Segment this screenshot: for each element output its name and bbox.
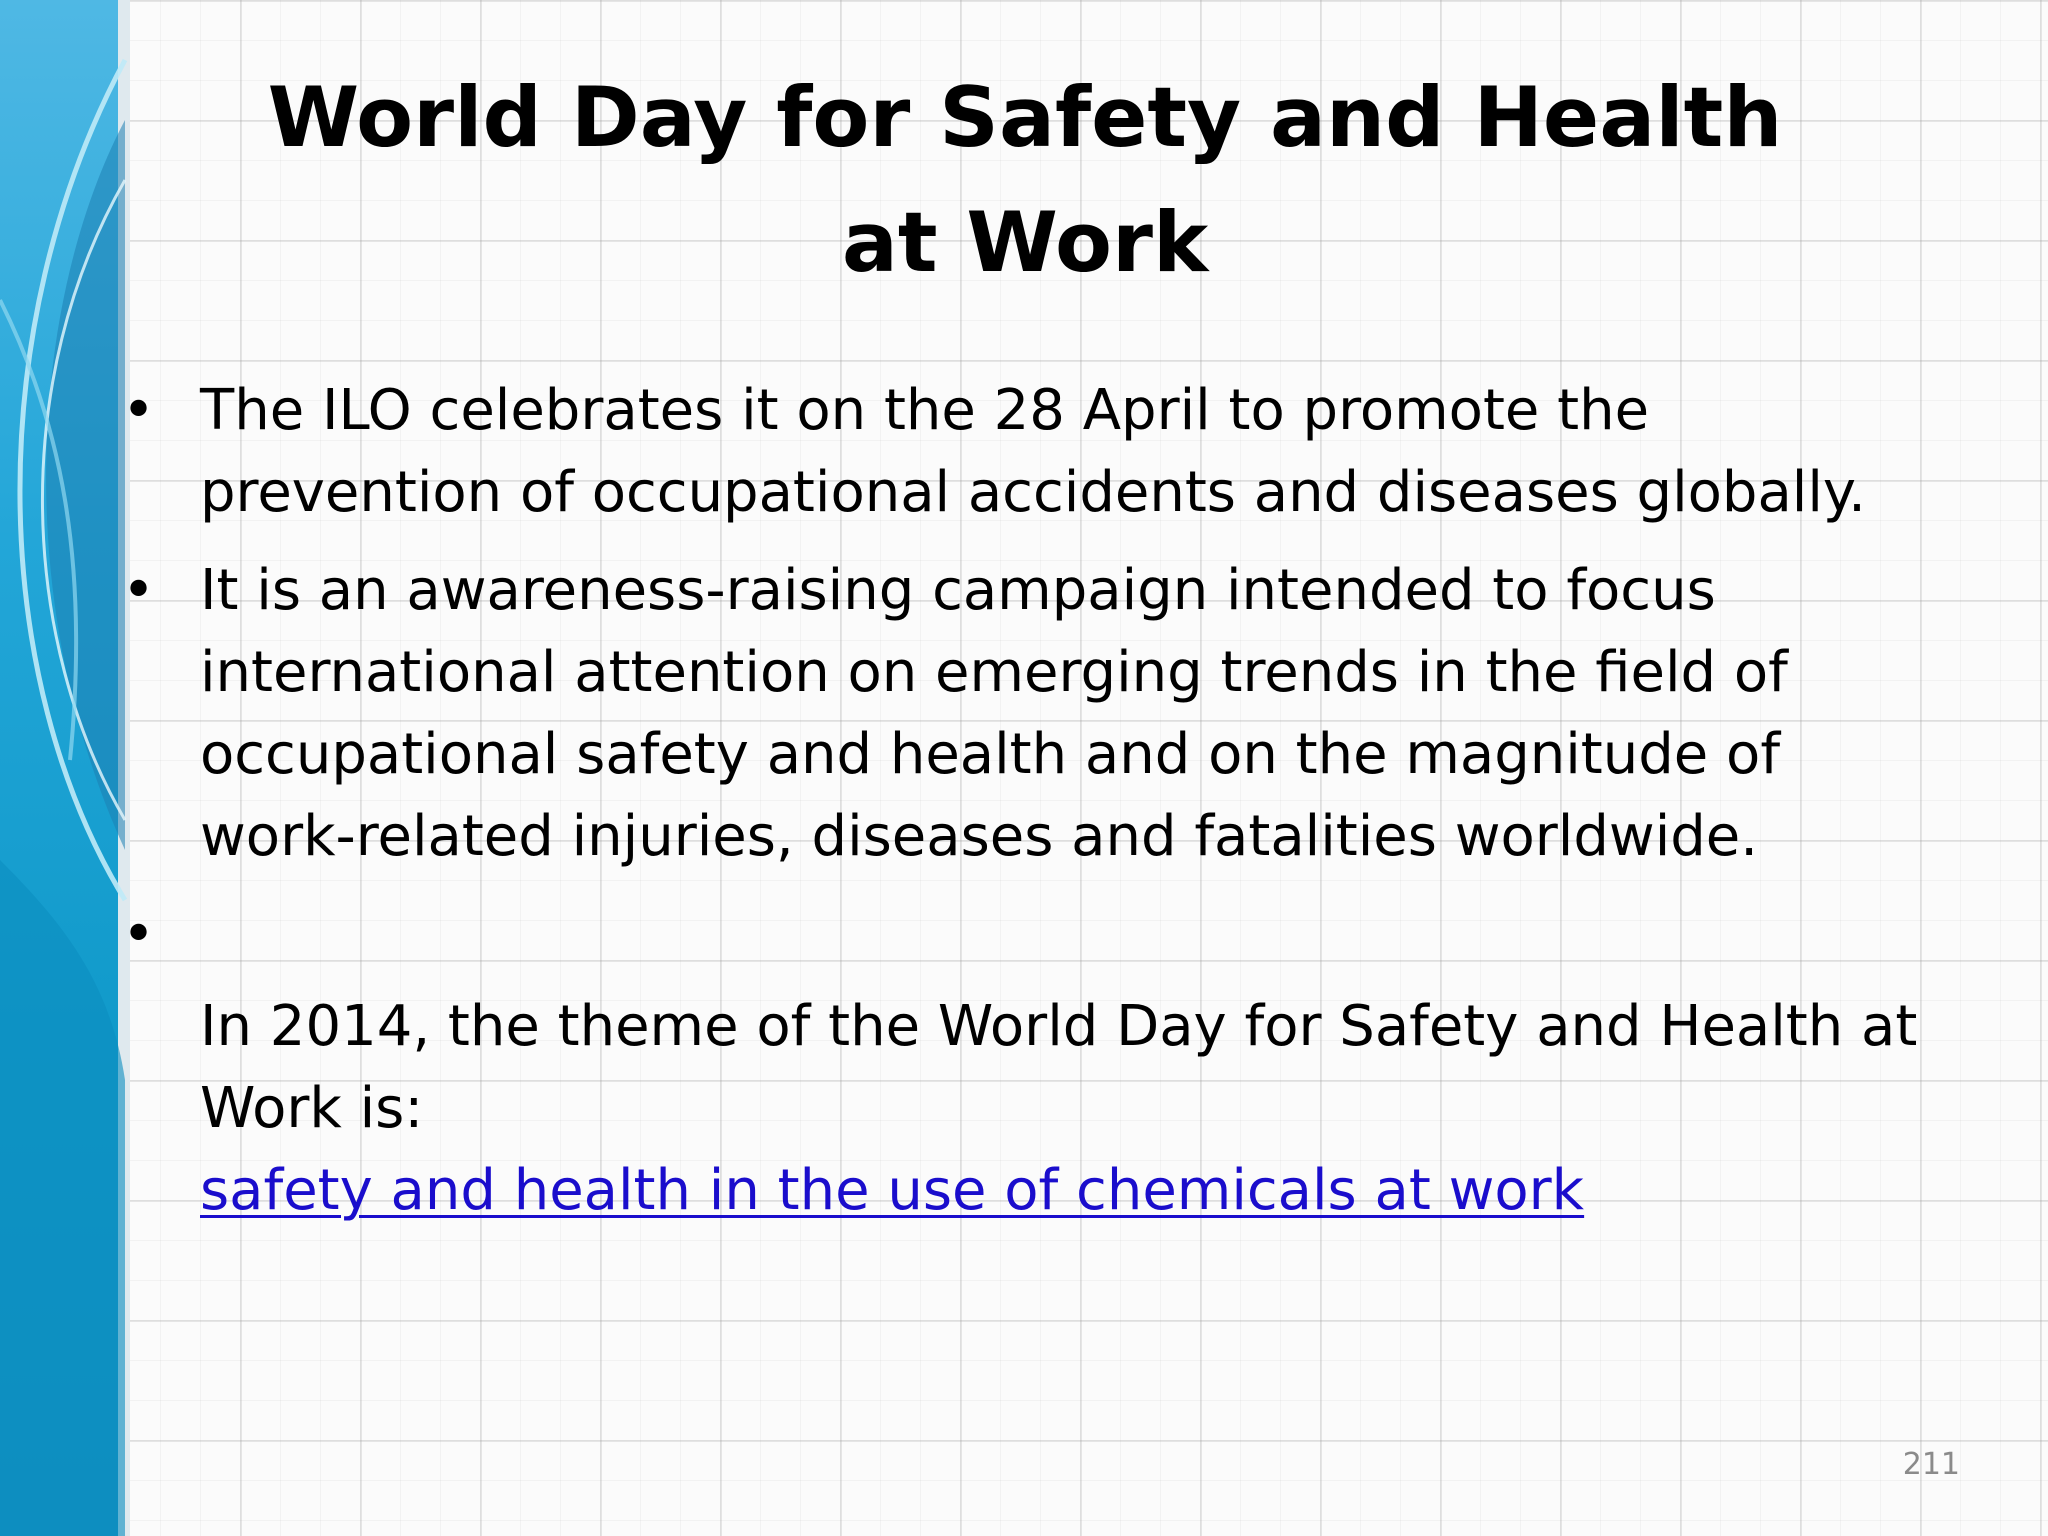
decorative-side-band (0, 0, 130, 1536)
bullet-marker: • (122, 558, 156, 623)
page-number: 211 (1902, 1447, 1960, 1482)
title-line-1: World Day for Safety and Health (267, 69, 1783, 166)
bullet-item-empty (120, 894, 1960, 976)
slide-title (250, 55, 1800, 305)
bullet-marker: • (122, 902, 156, 967)
bullet-line: It is an awareness-raising campaign intended to focus (200, 558, 1716, 623)
bullet-item-campaign (120, 550, 1960, 878)
bullet-item-ilo (120, 370, 1960, 534)
bullet-line: prevention of occupational accidents and diseases globally. (200, 460, 1866, 525)
bullet-line: The ILO celebrates it on the 28 April to promote the (200, 378, 1650, 443)
theme-line: Work is: (200, 1076, 424, 1141)
theme-link[interactable]: safety and health in the use of chemicals at work (200, 1158, 1585, 1223)
bullet-line: international attention on emerging trends in the field of (200, 640, 1788, 705)
theme-line: In 2014, the theme of the World Day for Safety and Health at (200, 994, 1918, 1059)
bullet-marker: • (122, 378, 156, 443)
slide-body (120, 370, 1960, 1232)
title-line-2: at Work (841, 194, 1209, 291)
theme-block (120, 986, 1960, 1232)
side-band-graphic (0, 0, 130, 1536)
bullet-line: work-related injuries, diseases and fatalities worldwide. (200, 804, 1759, 869)
bullet-line: occupational safety and health and on the magnitude of (200, 722, 1781, 787)
bullet-text (200, 550, 1960, 878)
bullet-text (200, 370, 1960, 534)
